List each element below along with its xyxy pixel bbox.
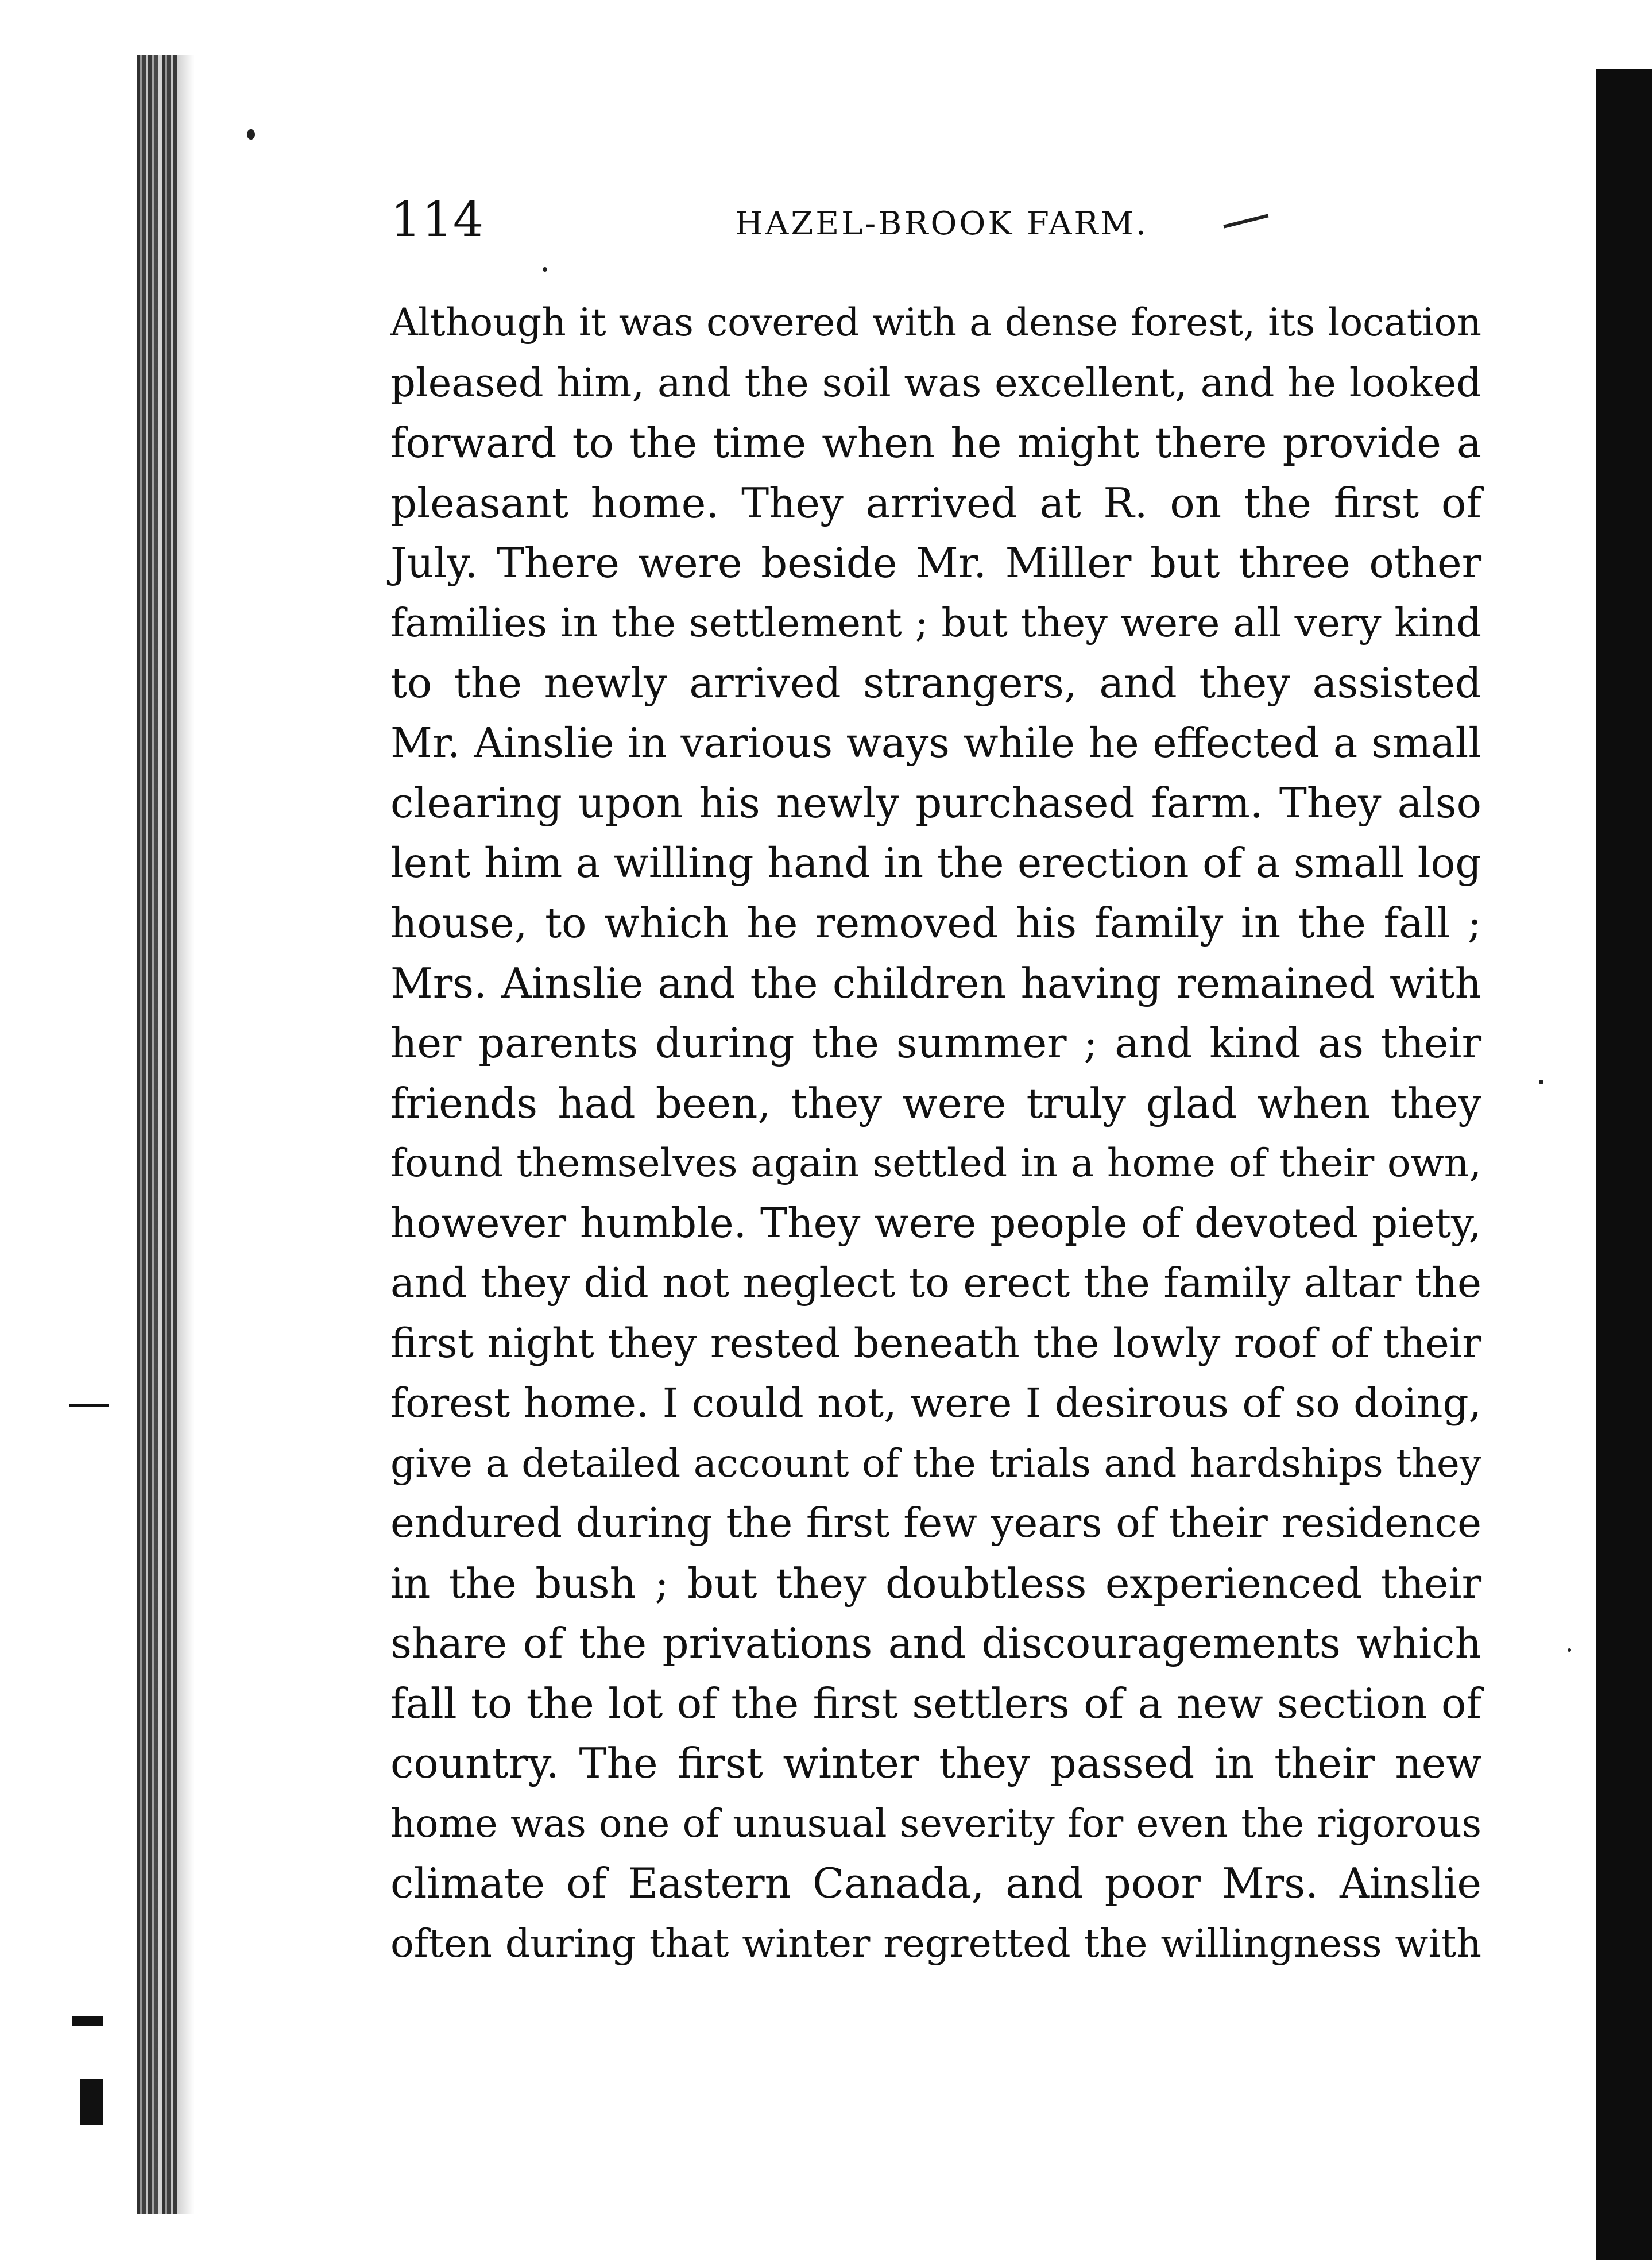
text-line: give a detailed account of the trials and hardships they	[390, 1440, 1481, 1486]
running-title: HAZEL-BROOK FARM.	[735, 205, 1148, 242]
text-line: lent him a willing hand in the erection of a small log	[390, 839, 1481, 887]
text-line: pleased him, and the soil was excellent, and he looked	[390, 360, 1481, 406]
margin-mark	[72, 2016, 103, 2026]
running-head-dash	[1223, 214, 1268, 228]
text-line: forest home. I could not, were I desirous of so doing,	[390, 1380, 1481, 1427]
text-line: found themselves again settled in a home of their own,	[390, 1140, 1481, 1185]
scan-right-page-edge	[1596, 69, 1652, 2260]
text-line: Mrs. Ainslie and the children having remained with	[390, 959, 1481, 1007]
speck	[247, 129, 255, 140]
margin-mark	[80, 2079, 103, 2125]
text-line: to the newly arrived strangers, and they assisted	[390, 659, 1481, 707]
speck	[543, 267, 547, 272]
margin-mark	[69, 1404, 109, 1407]
text-line: Although it was covered with a dense forest, its location	[390, 300, 1481, 345]
text-line: first night they rested beneath the lowly roof of their	[390, 1319, 1481, 1367]
text-line: her parents during the summer ; and kind as their	[390, 1019, 1481, 1067]
scan-binding-edge	[137, 55, 177, 2214]
text-line: and they did not neglect to erect the family altar the	[390, 1259, 1481, 1307]
speck	[1568, 1648, 1571, 1652]
text-line: share of the privations and discouragements which	[390, 1619, 1481, 1667]
body-text	[390, 293, 1481, 1973]
scan-binding-shadow	[177, 55, 194, 2214]
text-line: fall to the lot of the first settlers of a new section of	[390, 1679, 1481, 1728]
text-line: however humble. They were people of devoted piety,	[390, 1199, 1481, 1247]
page-header	[390, 185, 1481, 254]
text-line: endured during the first few years of their residence	[390, 1499, 1481, 1547]
speck	[1539, 1080, 1543, 1084]
text-line: pleasant home. They arrived at R. on the first of	[390, 478, 1481, 527]
text-line: families in the settlement ; but they were all very kind	[390, 600, 1481, 646]
text-line: home was one of unusual severity for even the rigorous	[390, 1801, 1481, 1846]
text-line: friends had been, they were truly glad when they	[390, 1079, 1481, 1127]
text-line: July. There were beside Mr. Miller but three other	[390, 539, 1481, 587]
text-line: often during that winter regretted the willingness with	[390, 1920, 1481, 1966]
text-line: country. The first winter they passed in their new	[390, 1739, 1481, 1787]
text-line: clearing upon his newly purchased farm. They also	[390, 779, 1481, 827]
text-line: in the bush ; but they doubtless experienced their	[390, 1559, 1481, 1608]
text-line: house, to which he removed his family in the fall ;	[390, 899, 1481, 947]
page-number: 114	[390, 191, 485, 248]
text-line: climate of Eastern Canada, and poor Mrs. Ainslie	[390, 1859, 1481, 1907]
text-line: forward to the time when he might there provide a	[390, 419, 1481, 467]
text-line: Mr. Ainslie in various ways while he effected a small	[390, 718, 1481, 767]
